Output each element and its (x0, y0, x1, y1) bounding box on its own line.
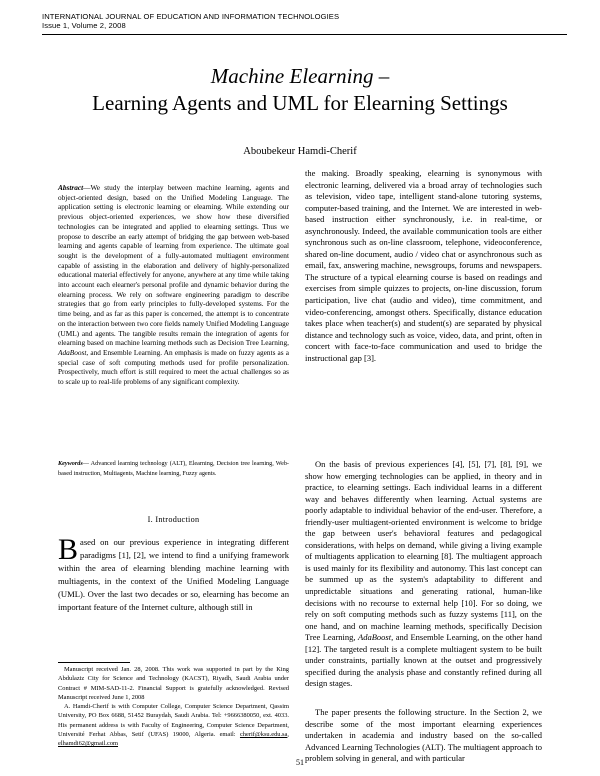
right-paragraph-1 (305, 168, 542, 364)
footnotes (58, 665, 289, 749)
keywords-label: Keywords (58, 460, 83, 467)
title-line-1: Machine Elearning – (210, 64, 390, 88)
header-rule (42, 34, 567, 35)
footnote-rule (58, 662, 130, 663)
section-heading: I. Introduction (147, 515, 200, 524)
email-link-2[interactable]: elhamdi62@gmail.com (58, 740, 119, 748)
abstract-label: Abstract (58, 183, 84, 192)
footnote-author-text: A. Hamdi-Cherif is with Computer College, Computer Science Department, Qassim University, PO Box 6688, 51452 Buraydah, Saudi Arabia. Tel: +9666380050, ext. 4033. His permanent address is with Faculty of Engineering, Computer Science Department, Université Ferhat Abbas, Setif (UFAS) 19000, Algeria. email: (58, 703, 289, 739)
journal-name: INTERNATIONAL JOURNAL OF EDUCATION AND INFORMATION TECHNOLOGIES (42, 12, 340, 21)
right-paragraph-2 (305, 459, 542, 690)
right-paragraph-3-text: The paper presents the following structure. In the Section 2, we describe some of the most important elearning experiences undertaken in academia and industry based on the so-called Advanced Learning Technologies (ALT). The multiagent approach to problem solving in general, and with particular (305, 707, 542, 764)
right-paragraph-2-adaboost: AdaBoost (358, 632, 392, 643)
abstract-adaboost: AdaBoost (58, 347, 87, 357)
abstract-text-end: , and Ensemble Learning. An emphasis is made on fuzzy agents as a special case of soft computing methods used for profile personalization. Prospectively, much effort is still required to meet the actual challenges so as to scale up to real-life problems of any significant complexity. (58, 347, 289, 387)
right-paragraph-2-text-b: , and Ensemble Learning, on the other hand [12]. The targeted result is a complete multiagent system to be built under constraints, partially known at the outset and progressively specified during the analysis phase and constantly refined during all design stages. (305, 632, 543, 689)
footnote-author (58, 702, 289, 748)
title-line-2: Learning Agents and UML for Elearning Settings (92, 91, 508, 115)
journal-issue: Issue 1, Volume 2, 2008 (42, 21, 126, 30)
abstract-text: —We study the interplay between machine learning, agents and object-oriented design, based on the Unified Modeling Language. The application setting is electronic learning or elearning. While extending our previous object-oriented experiences, we show how these diversified technologies can be integrated and applied to elearning settings. Thus we propose to describe an early attempt of bridging the gap between web-based learning and agents capable of learning from experience. The ultimate goal sought is the development of a fully-automated multiagent environment capable of assisting in the elaboration and delivery of highly-personalized educational material effectively for anyone, anywhere at any time while taking into account each elearner's personal profile and dynamic behavior during the elearning process. We rely on software engineering paradigm to describe strategies that go from early principles to fully-developed systems. For the time being, and as far as this paper is concerned, the attempt is to concentrate on the interaction between two core fields namely Unified Modeling Language (UML) and agents. The tangible results remain the integration of agents for elearning based on machine learning methods such as Decision Tree Learning, (58, 183, 289, 348)
right-paragraph-3 (305, 707, 542, 765)
keywords (58, 459, 289, 478)
introduction-paragraph (58, 533, 289, 614)
author-name: Aboubekeur Hamdi-Cherif (243, 146, 357, 157)
email-separator: , (287, 731, 289, 739)
email-link-1[interactable]: cherif@ksu.edu.sa (239, 731, 288, 739)
footnote-manuscript: Manuscript received Jan. 28, 2008. This work was supported in part by the King Abdulaziz City for Science and Technology (KACST), Riyadh, Saudi Arabia under Contract # MIM-SAD-11-2. Financial Support is gratefully acknowledged. Revised Manuscript received June 1, 2008 (58, 666, 289, 701)
drop-cap: B (58, 533, 79, 566)
keywords-text: — Advanced learning technology (ALT), Elearning, Decision tree learning, Web-based instruction, Multiagents, Machine learning, Fuzzy agents. (58, 460, 289, 477)
introduction-text: ased on our previous experience in integrating different paradigms [1], [2], we intend to find a unifying framework within the area of elearning blending machine learning with multiagents, in the context of the Unified Modeling Language (UML). Over the last two decades or so, elearning has become an important feature of the Internet culture, although still in (58, 537, 289, 612)
right-paragraph-2-text-a: On the basis of previous experiences [4], [5], [7], [8], [9], we show how emerging technologies can be applied, in theory and in practice, to elearning settings. Each individual learns in a different way and behaves differently when learning. Actual systems are poorly adaptable to individual behavior of the end-user. Therefore, a friendly-user multiagent-oriented environment is welcome to bridge the gap between user's behavioral features and pedagogical considerations, with helps on demand, while giving a living example of multiagents application to elearning [8]. The multiagent approach is used mainly for its flexibility and autonomy. This last concept can be summed up as the system's adaptability to different and unpredictable situations and generating rational, human-like decisions with no recourse to external help [10]. For so doing, we rely on soft computing methods such as fuzzy systems [11], on the one hand, and on machine learning methods, specifically Decision Tree Learning, (305, 459, 542, 643)
page-number: 51 (296, 758, 304, 767)
abstract (58, 183, 289, 387)
right-paragraph-1-text: the making. Broadly speaking, elearning is synonymous with electronic learning, delivered via a broad array of technologies such as television, video tape, intelligent stand-alone tutoring systems, computer-based training, and the Internet. We are interested in web-based instruction either synchronously, i.e. in real-time, or asynchronously. Indeed, the available communication tools are either synchronous such as on-line classroom, telephone, videoconference, shared on-line document, audio / video chat or asynchronous such as email, fax, answering machine, newsgroups, forums and newspapers. The structure of a typical elearning course is based on readings and exercises from simple quizzes to projects, on-line discussion, forum participation, live chat (audio and video), time commitment, and video-conferencing, amongst others. Specifically, distance education takes place when teacher(s) and student(s) are separated by physical distance and technology such as voice, video, data, and print, often in concert with face-to-face communication and used to bridge the instructional gap [3]. (305, 168, 542, 363)
journal-header (42, 12, 339, 30)
